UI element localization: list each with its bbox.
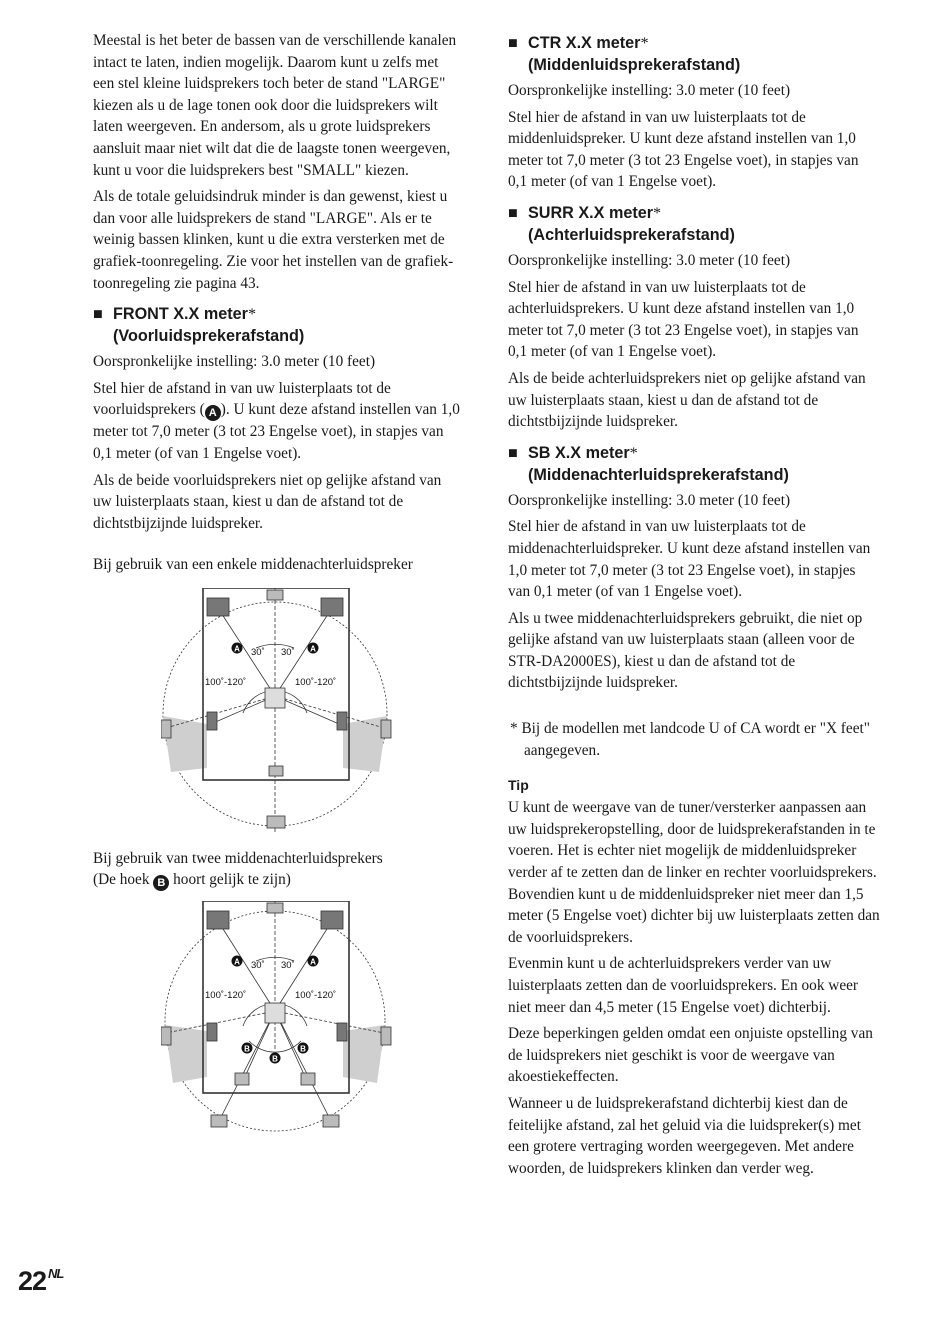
caption-angle-b (93, 869, 463, 891)
ctr-desc: Stel hier de afstand in van uw luisterplaats tot de middenluidspreker. U kunt deze afstand instellen van 1,0 meter tot 7,0 meter (3 tot 23 Engelse voet), in stapjes van 0,1 meter (of van 1 Engelse voet). (508, 108, 859, 191)
sb-left-speaker (235, 1073, 249, 1085)
heading-surr-title: SURR X.X meter (528, 203, 654, 222)
surround-left-speaker (207, 712, 217, 730)
surr-desc: Stel hier de afstand in van uw luisterplaats tot de achterluidsprekers. U kunt deze afstand instellen van 1,0 meter tot 7,0 meter (3 tot 23 Engelse voet), in stapjes van 0,1 meter (of van 1 Engelse voet). (508, 278, 859, 361)
marker-a-left (232, 642, 243, 653)
tip-paragraph: Evenmin kunt u de achterluidsprekers verder van uw luisterplaats zetten dan de voorluidsprekers. En ook weer niet meer dan 4,5 meter (15 Engelse voet) dichterbij. (508, 955, 859, 1016)
marker-a-text: A (310, 957, 316, 967)
listener-icon (265, 688, 285, 708)
surround-right-speaker (337, 1023, 347, 1041)
heading-front-subtitle: (Voorluidsprekerafstand) (113, 327, 305, 346)
front-desc-a: Stel hier de afstand in van uw luisterplaats tot de voorluidsprekers ( (93, 379, 391, 419)
marker-a-text: A (310, 644, 316, 654)
center-speaker (267, 903, 283, 913)
heading-ctr-title: CTR X.X meter (528, 34, 641, 52)
square-bullet: ■ (508, 34, 518, 52)
marker-b-text: B (300, 1044, 306, 1054)
surr-default: Oorspronkelijke instelling: 3.0 meter (10 feet) (508, 251, 791, 269)
marker-a-text: A (234, 644, 240, 654)
front-left-speaker (207, 911, 229, 929)
footnote: * Bij de modellen met landcode U of CA wordt er "X feet" aangegeven. (510, 720, 870, 759)
page-number-value: 22 (18, 1266, 47, 1296)
marker-b-center (270, 1053, 281, 1064)
marker-a-badge: A (205, 405, 221, 421)
sb-desc: Stel hier de afstand in van uw luisterplaats tot de middenachterluidspreker. U kunt deze afstand instellen van 1,0 meter tot 7,0 meter (3 tot 23 Engelse voet), in stapjes van 0,1 meter (of van 1 Engelse voet). (508, 518, 871, 601)
caption-angle-pre: (De hoek (93, 871, 154, 889)
heading-front-title: FRONT X.X meter (113, 305, 248, 324)
page-number-suffix: NL (48, 1266, 64, 1281)
surround-right-outer-speaker (381, 1027, 391, 1045)
paragraph-bass: Meestal is het beter de bassen van de verschillende kanalen intact te laten, indien mogelijk. Daarom kunt u zelfs met een stel kleine luidsprekers toch beter de stand "LARGE" kiezen als u de lage tonen ook door die luidsprekers wilt laten weergeven. En andersom, als u grote luidsprekers aansluit maar niet wilt dat die de laagste tonen weergeven, kunt u voor die luidsprekers best "SMALL" kiezen. (93, 32, 457, 179)
caption-two-sb: Bij gebruik van twee middenachterluidsprekers (93, 849, 383, 867)
surround-left-outer-speaker (161, 720, 171, 738)
page-number (18, 1266, 63, 1297)
surr-note: Als de beide achterluidsprekers niet op gelijke afstand van uw luisterplaats staan, kiest u dan de afstand tot de dichtstbijzijnde luidspreker. (508, 369, 866, 431)
surround-left-outer-speaker (161, 1027, 171, 1045)
asterisk-mark: * (247, 305, 257, 324)
heading-ctr-subtitle: (Middenluidsprekerafstand) (528, 56, 741, 74)
angle-label: 100˚-120˚ (205, 990, 247, 1002)
square-bullet: ■ (93, 305, 103, 324)
heading-front (93, 303, 463, 347)
paragraph-large: Als de totale geluidsindruk minder is dan gewenst, kiest u dan voor alle luidsprekers de stand "LARGE". Als er te weinig bassen klinken, kunt u die extra versterken met de grafiek-toonregeling. Zie voor het instellen van de grafiek-toonregeling zie pagina 43. (93, 188, 454, 292)
caption-single-sb: Bij gebruik van een enkele middenachterluidspreker (93, 556, 413, 574)
tip-paragraph: U kunt de weergave van de tuner/versterker aanpassen aan uw luidsprekeropstelling, door de luidsprekerafstanden in te voeren. Het is echter niet mogelijk de middenluidspreker verder af te zetten dan de linker en rechter voorluidsprekers. Bovendien kunt u de middenluidspreker niet meer dan 1,5 meter (5 Engelse voet) dichter bij uw luisterplaats zetten dan de voorluidsprekers. (508, 799, 880, 946)
tip-paragraph: Wanneer u de luidsprekerafstand dichterbij kiest dan de feitelijke afstand, zal het geluid via die luidspreker(s) met een grotere vertraging worden weergegeven. Met andere woorden, de luidsprekers klinken dan verder weg. (508, 1094, 861, 1177)
marker-b-right (298, 1043, 309, 1054)
marker-b-text: B (244, 1044, 250, 1054)
asterisk-mark: * (629, 443, 638, 462)
surround-right-speaker (337, 712, 347, 730)
marker-b-text: B (272, 1054, 278, 1064)
tip-label: Tip (508, 777, 529, 794)
heading-sb (508, 442, 880, 486)
angle-label: 100˚-120˚ (295, 990, 337, 1002)
front-desc-b: ). U kunt deze afstand instellen van 1,0 meter tot 7,0 meter (3 tot 23 Engelse voet), in stapjes van 0,1 meter (of van 1 Engelse voet). (93, 401, 460, 462)
speaker-diagram-double (161, 901, 401, 1141)
ctr-default: Oorspronkelijke instelling: 3.0 meter (10 feet) (508, 82, 791, 99)
asterisk-mark: * (640, 34, 649, 52)
sb-note: Als u twee middenachterluidsprekers gebruikt, die niet op gelijke afstand van uw luisterplaats staan (alleen voor de STR-DA2000ES), kiest u dan de afstand tot de dichtstbijzijnde luidspreker. (508, 609, 863, 692)
surround-right-outer-speaker (381, 720, 391, 738)
angle-label: 30˚ (281, 646, 295, 658)
asterisk-mark: * (653, 203, 662, 222)
heading-surr-subtitle: (Achterluidsprekerafstand) (528, 225, 735, 244)
marker-a-left (232, 956, 243, 967)
square-bullet: ■ (508, 443, 518, 462)
front-default: Oorspronkelijke instelling: 3.0 meter (10 feet) (93, 353, 376, 371)
angle-label: 100˚-120˚ (295, 676, 337, 688)
angle-label: 30˚ (251, 646, 265, 658)
speaker-diagram-single (161, 588, 401, 838)
heading-sb-title: SB X.X meter (528, 443, 630, 462)
sb-right-speaker (301, 1073, 315, 1085)
heading-sb-subtitle: (Middenachterluidsprekerafstand) (528, 465, 789, 484)
front-desc (93, 378, 463, 465)
sb-default: Oorspronkelijke instelling: 3.0 meter (10 feet) (508, 491, 791, 509)
marker-b-badge: B (153, 875, 169, 891)
listener-icon (265, 1003, 285, 1023)
heading-ctr (508, 32, 880, 76)
sb-right-outer-speaker (323, 1115, 339, 1127)
angle-label: 30˚ (281, 960, 295, 972)
front-left-speaker (207, 598, 229, 616)
sb-inner-speaker (269, 766, 283, 776)
tip-paragraph: Deze beperkingen gelden omdat een onjuiste opstelling van de luidsprekers niet geschikt is voor de weergave van akoestiekeffecten. (508, 1025, 873, 1086)
angle-label: 30˚ (251, 960, 265, 972)
front-right-speaker (321, 598, 343, 616)
heading-surr (508, 202, 880, 246)
center-speaker (267, 590, 283, 600)
surround-left-speaker (207, 1023, 217, 1041)
left-column (93, 30, 463, 1141)
square-bullet: ■ (508, 203, 518, 222)
marker-a-text: A (234, 957, 240, 967)
sb-left-outer-speaker (211, 1115, 227, 1127)
marker-a-right (308, 956, 319, 967)
right-column (508, 30, 880, 1184)
angle-label: 100˚-120˚ (205, 676, 247, 688)
marker-a-right (308, 642, 319, 653)
caption-angle-post: hoort gelijk te zijn) (169, 871, 291, 889)
marker-b-left (242, 1043, 253, 1054)
front-note: Als de beide voorluidsprekers niet op gelijke afstand van uw luisterplaats staan, kiest u dan de afstand tot de dichtstbijzijnde luidspreker. (93, 471, 442, 532)
sb-outer-speaker (267, 816, 285, 828)
front-right-speaker (321, 911, 343, 929)
